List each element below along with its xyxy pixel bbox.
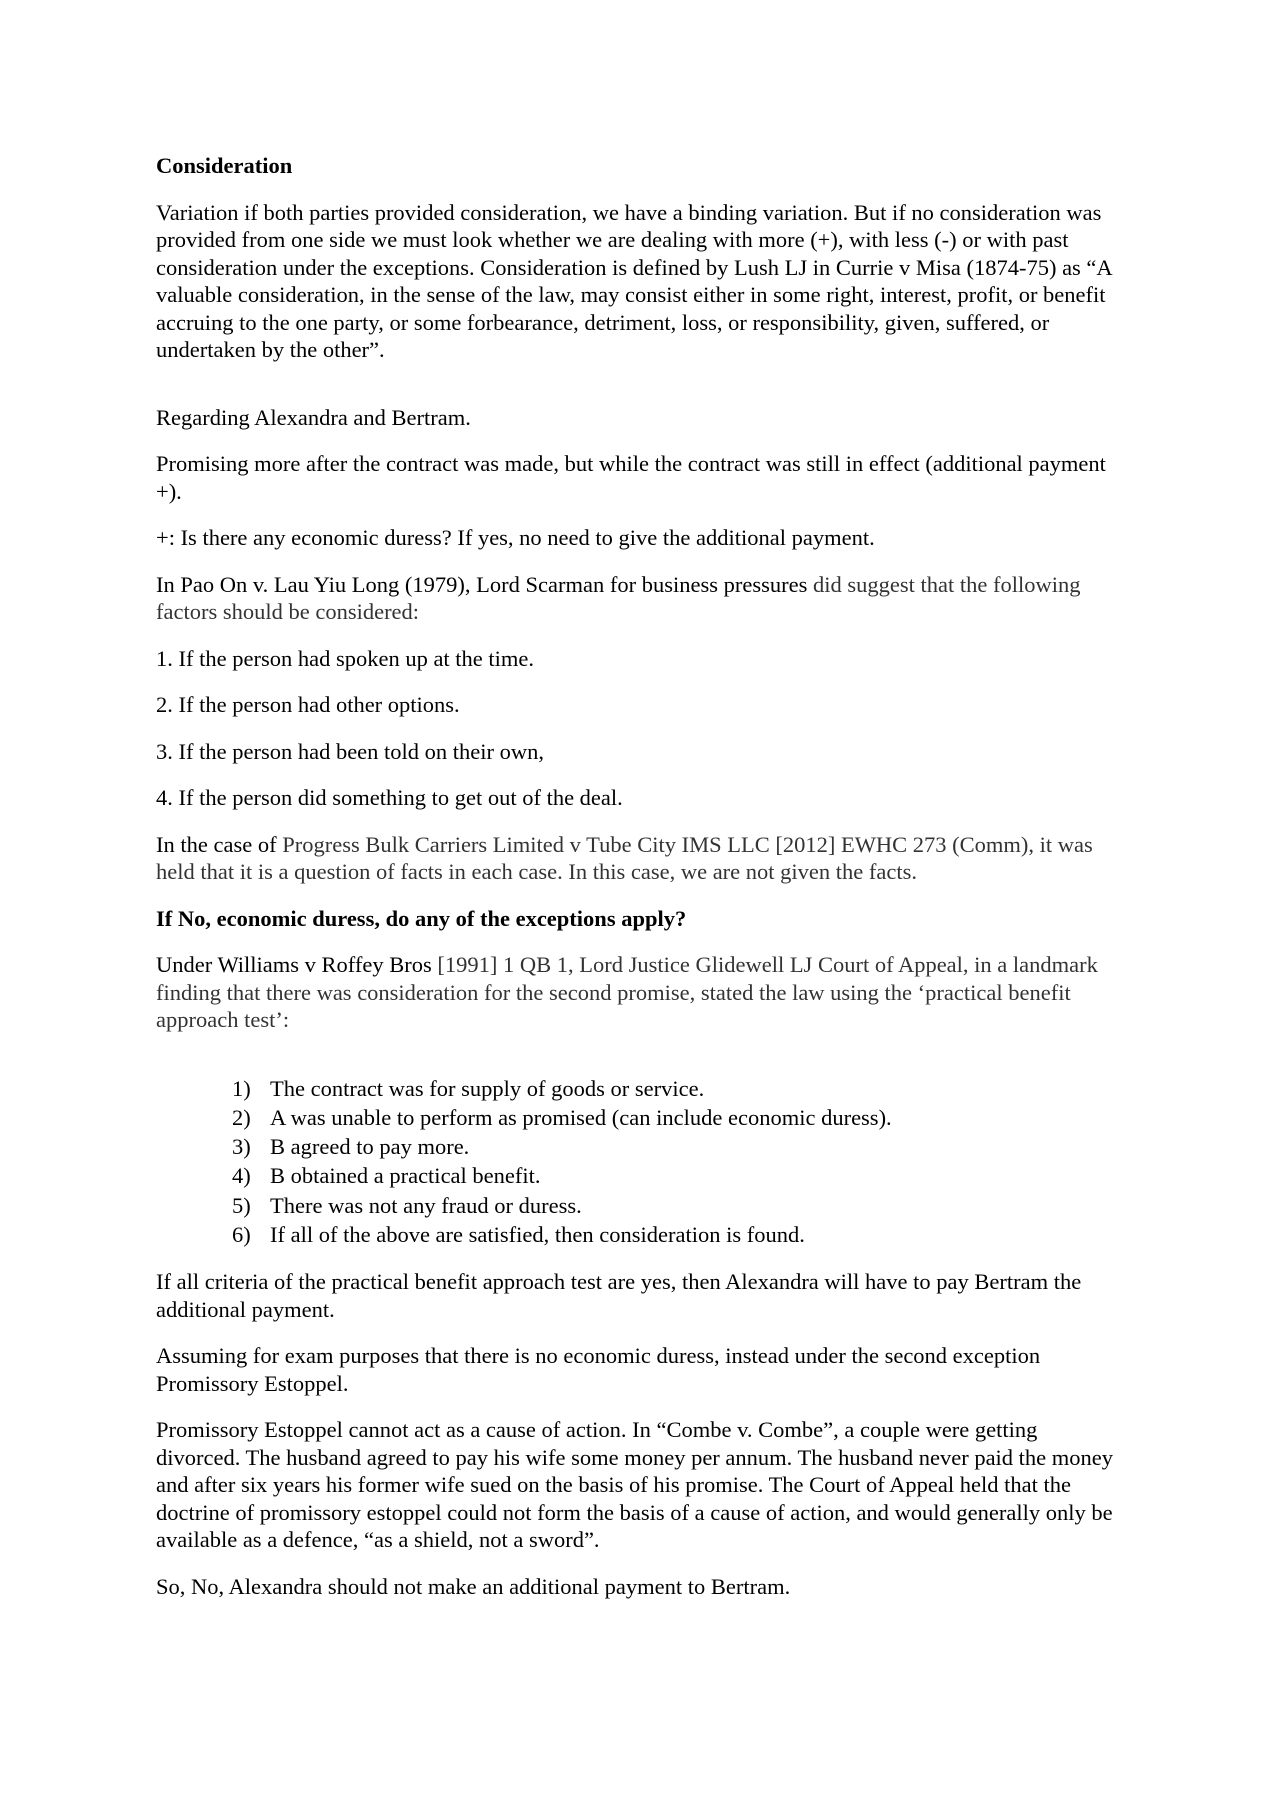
document-page	[156, 152, 1126, 1619]
assuming-paragraph: Assuming for exam purposes that there is no economic duress, instead under the second exception Promissory Estoppel.	[156, 1343, 1041, 1396]
criteria-list	[156, 1053, 1126, 1250]
conclusion-paragraph: So, No, Alexandra should not make an additional payment to Bertram.	[156, 1573, 791, 1599]
document-title: Consideration	[156, 153, 293, 178]
progress-text: In the case of	[156, 831, 283, 857]
williams-text: Under Williams v Roffey Bros	[156, 952, 438, 977]
intro-paragraph: Variation if both parties provided consideration, we have a binding variation. But if no consideration was provided from one side we must look whether we are dealing with more (+), with less (-) or with past consideration under the exceptions. Consideration is defined by Lush LJ in Currie v Misa (1874-75) as “A valuable consideration, in the sense of the law, may consist either in some right, interest, profit, or benefit accruing to the one party, or some forbearance, detriment, loss, or responsibility, given, suffered, or undertaken by the other”.	[156, 199, 1112, 362]
progress-text-cont: Progress Bulk Carriers Limited v Tube City IMS LLC [2012] EWHC 273 (Comm), it was held that it is a question of facts in each case. In this case, we are not given the facts.	[156, 831, 1093, 884]
all-criteria-paragraph: If all criteria of the practical benefit approach test are yes, then Alexandra will have to pay Bertram the additional payment.	[156, 1269, 1082, 1322]
williams-text-cont: [1991] 1 QB 1, Lord Justice Glidewell LJ Court of Appeal, in a landmark finding that there was consideration for the second promise, stated the law using the ‘practical benefit approach test’:	[156, 952, 1098, 1032]
pao-on-text: In Pao On v. Lau Yiu Long (1979), Lord Scarman for business pressures	[156, 571, 813, 597]
factor-item: 1. If the person had spoken up at the time.	[156, 645, 535, 671]
factor-item: 2. If the person had other options.	[156, 692, 460, 717]
list-item-number: 2)	[232, 1104, 251, 1130]
list-item	[232, 1103, 1126, 1132]
list-item-text: There was not any fraud or duress.	[270, 1192, 582, 1218]
list-item-number: 3)	[232, 1134, 251, 1160]
list-item	[232, 1132, 1126, 1161]
list-item-text: B agreed to pay more.	[270, 1134, 470, 1160]
pao-on-paragraph	[156, 571, 1126, 626]
combe-paragraph: Promissory Estoppel cannot act as a cause of action. In “Combe v. Combe”, a couple were getting divorced. The husband agreed to pay his wife some money per annum. The husband never paid the money and after six years his former wife sued on the basis of his promise. The Court of Appeal held that the doctrine of promissory estoppel could not form the basis of a cause of action, and would generally only be available as a defence, “as a shield, not a sword”.	[156, 1417, 1114, 1553]
list-item-text: The contract was for supply of goods or service.	[270, 1075, 705, 1101]
promising-more-paragraph: Promising more after the contract was made, but while the contract was still in effect (additional payment +).	[156, 451, 1106, 504]
list-item-number: 6)	[232, 1221, 251, 1247]
list-item-text: A was unable to perform as promised (can include economic duress).	[270, 1104, 892, 1130]
list-item-text: B obtained a practical benefit.	[270, 1163, 541, 1189]
list-item	[232, 1220, 1126, 1249]
pao-on-text-cont: did suggest that the following factors should be considered:	[156, 571, 1081, 624]
factor-item: 3. If the person had been told on their own,	[156, 738, 545, 764]
factor-item: 4. If the person did something to get out of the deal.	[156, 785, 623, 810]
no-duress-heading: If No, economic duress, do any of the exceptions apply?	[156, 905, 687, 931]
list-item-number: 4)	[232, 1163, 251, 1189]
williams-paragraph	[156, 951, 1126, 1034]
list-item-text: If all of the above are satisfied, then consideration is found.	[270, 1221, 805, 1247]
list-item	[232, 1074, 1126, 1103]
list-item	[232, 1161, 1126, 1190]
list-item-number: 5)	[232, 1192, 251, 1218]
duress-question-paragraph: +: Is there any economic duress? If yes, no need to give the additional payment.	[156, 525, 875, 550]
regarding-paragraph: Regarding Alexandra and Bertram.	[156, 404, 471, 430]
progress-paragraph	[156, 831, 1126, 886]
list-item	[232, 1191, 1126, 1220]
list-item-number: 1)	[232, 1075, 251, 1101]
